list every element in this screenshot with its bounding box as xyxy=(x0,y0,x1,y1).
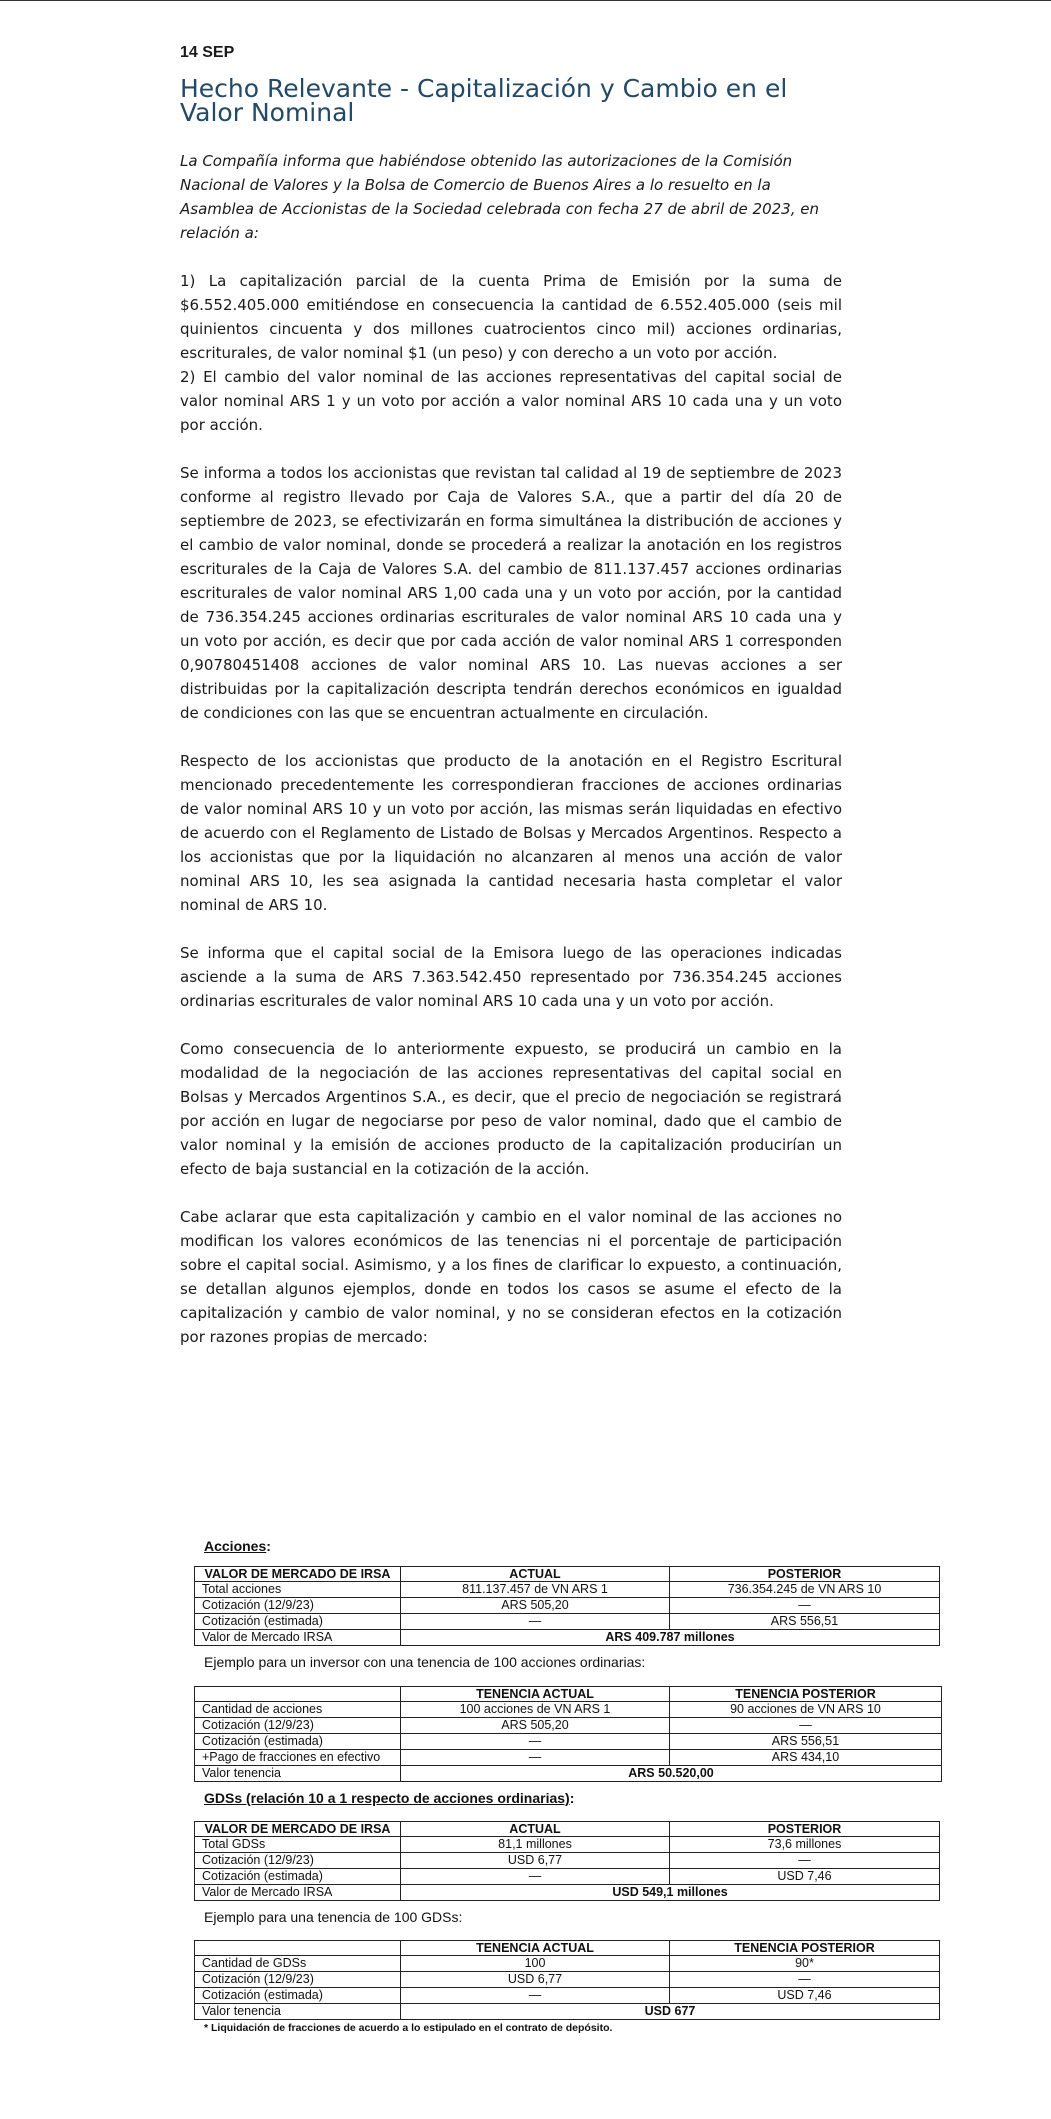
table-total-row xyxy=(195,2004,940,2020)
intro-paragraph: La Compañía informa que habiéndose obtenido las autorizaciones de la Comisión Nacional de Valores y la Bolsa de Comercio de Buenos Aires a lo resuelto en la Asamblea de Accionistas de la Sociedad celebrada con fecha 27 de abril de 2023, en relación a: xyxy=(180,152,819,242)
article-date: 14 SEP xyxy=(180,44,235,61)
row-label: Cotización (12/9/23) xyxy=(195,1598,401,1614)
table-header-row xyxy=(195,1822,940,1837)
row-label: +Pago de fracciones en efectivo xyxy=(195,1750,401,1766)
header-cell: POSTERIOR xyxy=(670,1822,940,1837)
header-cell: POSTERIOR xyxy=(670,1567,940,1582)
table-row xyxy=(195,1598,940,1614)
cell-actual: 100 acciones de VN ARS 1 xyxy=(401,1702,670,1718)
paragraph-capital: Se informa que el capital social de la Emisora luego de las operaciones indicadas asciende a la suma de ARS 7.363.542.450 representado por 736.354.245 acciones ordinarias escriturales de valor nominal ARS 10 cada una y un voto por acción. xyxy=(180,944,842,1010)
cell-actual: USD 6,77 xyxy=(401,1972,670,1988)
row-label: Cotización (estimada) xyxy=(195,1988,401,2004)
table-total-row xyxy=(195,1766,942,1782)
row-label: Cantidad de acciones xyxy=(195,1702,401,1718)
header-cell: ACTUAL xyxy=(401,1567,670,1582)
table-row xyxy=(195,1972,940,1988)
table-total-row xyxy=(195,1885,940,1901)
paragraph-clarification: Cabe aclarar que esta capitalización y cambio en el valor nominal de las acciones no modifican los valores económicos de las tenencias ni el porcentaje de participación sobre el capital social. Asimismo, y a los fines de clarificar lo expuesto, a continuación, se detallan algunos ejemplos, donde en todos los casos se asume el efecto de la capitalización y cambio de valor nominal, y no se consideran efectos en la cotización por razones propias de mercado: xyxy=(180,1208,842,1346)
top-divider xyxy=(0,0,1051,1)
cell-actual: — xyxy=(401,1614,670,1630)
gdss-table xyxy=(194,1821,940,1901)
total-value: USD 549,1 millones xyxy=(401,1885,940,1901)
table-row xyxy=(195,1582,940,1598)
header-cell: TENENCIA ACTUAL xyxy=(401,1687,670,1702)
cell-posterior: — xyxy=(670,1598,940,1614)
table-header-row xyxy=(195,1567,940,1582)
row-label: Total GDSs xyxy=(195,1837,401,1853)
paragraph-item-2: 2) El cambio del valor nominal de las acciones representativas del capital social de valor nominal ARS 1 y un voto por acción a valor nominal ARS 10 cada una y un voto por acción. xyxy=(180,368,842,434)
cell-actual: ARS 505,20 xyxy=(401,1718,670,1734)
paragraph-fractions: Respecto de los accionistas que producto de la anotación en el Registro Escritural mencionado precedentemente les correspondieran fracciones de acciones ordinarias de valor nominal ARS 10 y un voto por acción, las mismas serán liquidadas en efectivo de acuerdo con el Reglamento de Listado de Bolsas y Mercados Argentinos. Respecto a los accionistas que por la liquidación no alcanzaren al menos una acción de valor nominal ARS 10, les sea asignada la cantidad necesaria hasta completar el valor nominal de ARS 10. xyxy=(180,752,842,914)
table-row xyxy=(195,1853,940,1869)
cell-actual: — xyxy=(401,1734,670,1750)
table-row xyxy=(195,1869,940,1885)
row-label: Cantidad de GDSs xyxy=(195,1956,401,1972)
table-row xyxy=(195,1718,942,1734)
cell-actual: 81,1 millones xyxy=(401,1837,670,1853)
cell-posterior: ARS 434,10 xyxy=(670,1750,942,1766)
table-header-row xyxy=(195,1687,942,1702)
row-label: Cotización (estimada) xyxy=(195,1734,401,1750)
row-label: Valor tenencia xyxy=(195,2004,401,2020)
cell-posterior: — xyxy=(670,1972,940,1988)
header-cell: TENENCIA POSTERIOR xyxy=(670,1687,942,1702)
article xyxy=(180,44,842,1349)
ejemplo-acciones-table xyxy=(194,1686,942,1782)
cell-posterior: ARS 556,51 xyxy=(670,1734,942,1750)
acciones-table xyxy=(194,1566,940,1646)
row-label: Cotización (12/9/23) xyxy=(195,1718,401,1734)
cell-actual: — xyxy=(401,1988,670,2004)
cell-actual: — xyxy=(401,1750,670,1766)
cell-posterior: USD 7,46 xyxy=(670,1869,940,1885)
cell-posterior: — xyxy=(670,1853,940,1869)
row-label: Valor de Mercado IRSA xyxy=(195,1885,401,1901)
table-total-row xyxy=(195,1630,940,1646)
cell-posterior: 90 acciones de VN ARS 10 xyxy=(670,1702,942,1718)
header-cell: TENENCIA POSTERIOR xyxy=(670,1941,940,1956)
footnote: * Liquidación de fracciones de acuerdo a lo estipulado en el contrato de depósito. xyxy=(204,2022,613,2034)
header-cell: VALOR DE MERCADO DE IRSA xyxy=(195,1822,401,1837)
row-label: Total acciones xyxy=(195,1582,401,1598)
total-value: ARS 409.787 millones xyxy=(401,1630,940,1646)
paragraph-negotiation: Como consecuencia de lo anteriormente expuesto, se producirá un cambio en la modalidad de la negociación de las acciones representativas del capital social en Bolsas y Mercados Argentinos S.A., es decir, que el precio de negociación se registrará por acción en lugar de negociarse por peso de valor nominal, dado que el cambio de valor nominal y la emisión de acciones producto de la capitalización producirían un efecto de baja sustancial en la cotización de la acción. xyxy=(180,1040,842,1178)
cell-posterior: USD 7,46 xyxy=(670,1988,940,2004)
table-row xyxy=(195,1702,942,1718)
table-row xyxy=(195,1750,942,1766)
header-cell: ACTUAL xyxy=(401,1822,670,1837)
cell-actual: — xyxy=(401,1869,670,1885)
ejemplo-gdss-table xyxy=(194,1940,940,2020)
cell-posterior: 73,6 millones xyxy=(670,1837,940,1853)
row-label: Cotización (estimada) xyxy=(195,1614,401,1630)
article-title: Hecho Relevante - Capitalización y Cambio en el Valor Nominal xyxy=(180,74,788,127)
paragraph-distribution: Se informa a todos los accionistas que revistan tal calidad al 19 de septiembre de 2023 conforme al registro llevado por Caja de Valores S.A., que a partir del día 20 de septiembre de 2023, se efectivizarán en forma simultánea la distribución de acciones y el cambio de valor nominal, donde se procederá a realizar la anotación en los registros escriturales de la Caja de Valores S.A. del cambio de 811.137.457 acciones ordinarias escriturales de valor nominal ARS 1,00 cada una y un voto por acción, por la cantidad de 736.354.245 acciones ordinarias escriturales de valor nominal ARS 10 cada una y un voto por acción, es decir que por cada acción de valor nominal ARS 1 corresponden 0,90780451408 acciones de valor nominal ARS 10. Las nuevas acciones a ser distribuidas por la capitalización descripta tendrán derechos económicos en igualdad de condiciones con las que se encuentran actualmente en circulación. xyxy=(180,464,842,722)
cell-actual: 100 xyxy=(401,1956,670,1972)
cell-actual: 811.137.457 de VN ARS 1 xyxy=(401,1582,670,1598)
cell-posterior: 90* xyxy=(670,1956,940,1972)
acciones-heading: Acciones: xyxy=(204,1538,271,1554)
table-row xyxy=(195,1988,940,2004)
ejemplo-acciones-heading: Ejemplo para un inversor con una tenencia de 100 acciones ordinarias: xyxy=(204,1654,646,1670)
table-row xyxy=(195,1734,942,1750)
cell-posterior: 736.354.245 de VN ARS 10 xyxy=(670,1582,940,1598)
examples-tables xyxy=(194,1538,942,2034)
header-cell xyxy=(195,1941,401,1956)
table-header-row xyxy=(195,1941,940,1956)
cell-posterior: — xyxy=(670,1718,942,1734)
header-cell: TENENCIA ACTUAL xyxy=(401,1941,670,1956)
table-row xyxy=(195,1956,940,1972)
table-row xyxy=(195,1837,940,1853)
total-value: USD 677 xyxy=(401,2004,940,2020)
row-label: Valor de Mercado IRSA xyxy=(195,1630,401,1646)
cell-posterior: ARS 556,51 xyxy=(670,1614,940,1630)
ejemplo-gdss-heading: Ejemplo para una tenencia de 100 GDSs: xyxy=(204,1909,463,1925)
cell-actual: ARS 505,20 xyxy=(401,1598,670,1614)
row-label: Cotización (estimada) xyxy=(195,1869,401,1885)
total-value: ARS 50.520,00 xyxy=(401,1766,942,1782)
header-cell xyxy=(195,1687,401,1702)
row-label: Valor tenencia xyxy=(195,1766,401,1782)
table-row xyxy=(195,1614,940,1630)
row-label: Cotización (12/9/23) xyxy=(195,1853,401,1869)
paragraph-item-1: 1) La capitalización parcial de la cuenta Prima de Emisión por la suma de $6.552.405.000 emitiéndose en consecuencia la cantidad de 6.552.405.000 (seis mil quinientos cincuenta y dos millones cuatrocientos cinco mil) acciones ordinarias, escriturales, de valor nominal $1 (un peso) y con derecho a un voto por acción. xyxy=(180,272,842,362)
header-cell: VALOR DE MERCADO DE IRSA xyxy=(195,1567,401,1582)
gdss-heading: GDSs (relación 10 a 1 respecto de acciones ordinarias): xyxy=(204,1790,575,1806)
cell-actual: USD 6,77 xyxy=(401,1853,670,1869)
row-label: Cotización (12/9/23) xyxy=(195,1972,401,1988)
